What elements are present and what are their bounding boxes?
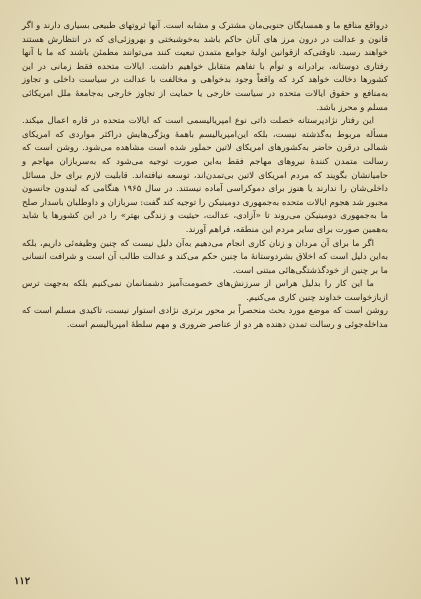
paragraph: ما این کار را بدلیل هراس از سرزنش‌های خصومت‌آمیز دشمنانمان نمی‌کنیم بلکه به‌جهت ترس ازبازخواست خداوند چنین کاری می‌کنیم. [22, 279, 388, 303]
paragraph: اگر ما برای آن مردان و زنان کاری انجام می‌دهیم به‌آن دلیل نیست که چنین وظیفه‌ئی داریم، بلکه به‌این دلیل است که اخلاق بشردوستانهٔ ما چنین حکم می‌کند و عدالت طالب آن است و شرافت انسانی ما بر چنین از خودگذشتگی‌هائی مبتنی است. [22, 238, 388, 276]
paragraph: این رفتار نژادپرستانه خصلت ذاتی نوع امپریالیسمی است که ایالات متحده در قاره اعمال میکند. مسأله مربوط به‌گذشته نیست، بلکه این‌امپریالیسم باهمهٔ ویژگی‌هایش دراکثر مواردی که امریکای شمالی درقرن حاضر به‌کشورهای امریکای لاتین حملور شده است مشاهده می‌شود. روشن است که رسالت متمدن کنندهٔ نیروهای مهاجم فقط به‌این صورت توجیه می‌شود که به‌سربازان مهاجم و حامیانشان بگویند که مردم امریکای لاتین بی‌تمدن‌اند، توسعه نیافته‌اند. قابلیت لازم برای حل مسائل داخلی‌شان را ندارند یا هنوز برای دموکراسی آماده نیستند. در سال ۱۹۶۵ هنگامی که لیندون جانسون مجبور شد هجوم ایالات متحده به‌جمهوری دومینیکن را توجیه کند گفت: سربازان و داوطلبان باسدار صلح ما به‌جمهوری دومینیکن می‌روند تا «آزادی، عدالت، حیثیت و زندگی بهتر» را در این کشورها یا شاید به‌همین صورت برای سایر مردم این منطقه، فراهم آورند. [22, 116, 388, 235]
paragraph: درواقع منافع ما و همسایگان جنوبی‌مان مشترک و مشابه است. آنها ثروتهای طبیعی بسیاری دارند و اگر قانون و عدالت در درون مرز های آنان حاکم باشد به‌خوشبختی و بهروزئی‌ای که در انتظارش هستند خواهند رسید. تاوقتی‌که ازقوانین اولیهٔ جوامع متمدن تبعیت کنند می‌توانند مطمئن باشند که ما با آنها رفتاری دوستانه، برادرانه و توأم با تفاهم متقابل خواهیم داشت. ایالات متحده فقط زمانی در این کشورها دخالت خواهد کرد که واقعاً وجود بدخواهی و مخالفت با عدالت در سیاست داخلی و تجاوز به‌منافع و حقوق ایالات متحده در سیاست خارجی یا حمایت از تجاوز خارجی به‌جامعهٔ ملل امریکائی مسلم و محرز باشد. [22, 21, 388, 113]
body-text [22, 20, 388, 333]
paragraph: روشن است که موضع مورد بحث منحصراً بر محور برتری نژادی استوار نیست، تاکیدی مسلم است که مداخله‌جوئی و رسالت تمدن دهنده هر دو از عناصر ضروری و مهم سلطهٔ امپریالیسم است. [22, 306, 388, 331]
page-number: ۱۱۲ [14, 576, 31, 587]
